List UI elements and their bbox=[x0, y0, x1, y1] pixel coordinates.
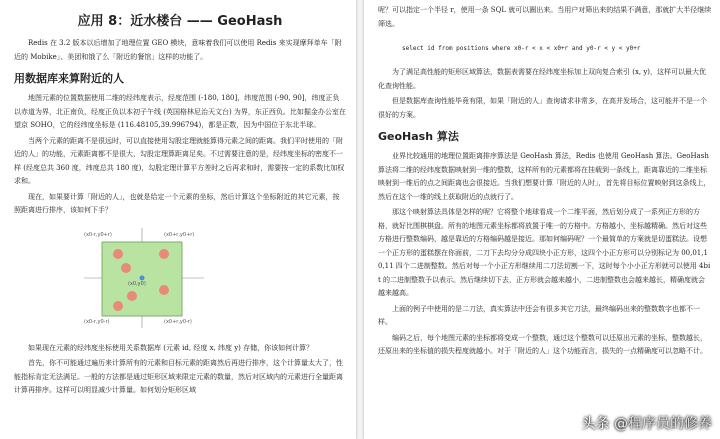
paragraph: 首先，你不可能通过遍历来计算所有的元素和目标元素的距离然后再进行排序，这个计算量太大了，性能指标肯定无法满足。一般的方法都是通过矩形区域来限定元素的数量，然后对区域内的元素进行全量距离计算再排序。这样可以明显减少计算量。如何划分矩形区域 bbox=[14, 359, 343, 394]
paragraph: 当两个元素的距离不是很远时，可以直接使用勾股定理就能算得元素之间的距离。我们平时使用的「附近的人」的功能，元素距离都不是很大，勾股定理算距离足矣。不过需要注意的是，经纬度坐标的密度不一样 (经度总共 360 度，纬度总共 180 度)，勾股定理计算平方差时之后再求和时，需要按一定的系数比加权求和。 bbox=[14, 136, 345, 185]
watermark-prefix: 头条 bbox=[581, 416, 614, 432]
paragraph: 业界比较通用的地理位置距离排序算法是 GeoHash 算法，Redis 也使用 GeoHash 算法。GeoHash 算法将二维的经纬度数据映射到一维的整数，这样所有的元素都将在挂载到一条线上，距离靠近的二维坐标映射到一维后的点之间距离也会很接近。当我们想要计算「附近的人时」，首先将目标位置映射到这条线上，然后在这个一维的线上获取附近的点就行了。 bbox=[378, 152, 711, 201]
paragraph: 地图元素的位置数据使用二维的经纬度表示，经度范围 (-180, 180]，纬度范围 (-90, 90]，纬度正负以赤道为界，北正南负，经度正负以本初子午线 (英国格林尼治天文台) 为界，东正西负。比如掘金办公室在望京 SOHO，它的经纬度坐标是 (116.48105,39.996794)，都是正数，因为中国位于东北半球。 bbox=[14, 94, 346, 129]
corner-label-top-left: (x0-r,y0+r) bbox=[84, 231, 112, 238]
center-point bbox=[140, 275, 145, 280]
corner-label-bottom-right: (x0+r,y0-r) bbox=[164, 318, 192, 325]
element-dot bbox=[113, 249, 123, 259]
paragraph: 现在，如果要计算「附近的人」，也就是给定一个元素的坐标，然后计算这个坐标附近的其它元素，按照距离进行排序，该如何下手？ bbox=[14, 192, 340, 214]
paragraph: 但是数据库查询性能毕竟有限，如果「附近的人」查询请求非常多，在高并发场合，这可能并不是一个很好的方案。 bbox=[378, 97, 707, 119]
paragraph: 如果现在元素的经纬度坐标使用关系数据库 (元素 id, 经度 x, 纬度 y) 存储，你该如何计算？ bbox=[28, 343, 314, 352]
figure-graphic bbox=[14, 224, 346, 332]
element-dot bbox=[159, 285, 169, 295]
element-dot bbox=[113, 301, 123, 311]
watermark bbox=[582, 413, 712, 433]
paragraph: 那这个映射算法具体是怎样的呢？它将整个地球看成一个二维平面，然后划分成了一系列正方形的方格，就好比围棋棋盘。所有的地图元素坐标都将放置于唯一的方格中。方格越小，坐标越精确。然后对这些方格进行整数编码，越是靠近的方格编码越是接近。那如何编码呢？一个最简单的方案就是切蛋糕法。设想一个正方形的蛋糕摆在你面前，二刀下去均分分成四块小正方形，这四个小正方形可以分别标记为 00,01,10,11 四个二进制整数。然后对每一个小正方形继续用二刀法切割一下，这时每个小小正方形就可以使用 4bit 的二进制整数予以表示。然后继续切下去，正方形就会越来越小，二进制整数也会越来越长，精确度就会越来越高。 bbox=[378, 208, 711, 297]
corner-label-bottom-left: (x0-r,y0-r) bbox=[84, 318, 110, 325]
radius-search-figure bbox=[14, 224, 346, 332]
right-page bbox=[364, 0, 720, 439]
element-dot bbox=[121, 263, 131, 273]
paragraph: 为了满足高性能的矩形区域算法，数据表需要在经纬度坐标加上双向复合索引 (x, y)，这样可以最大优化查询性能。 bbox=[378, 68, 707, 90]
element-dot bbox=[159, 249, 169, 259]
intro-paragraph: Redis 在 3.2 版本以后增加了地理位置 GEO 模块，意味着我们可以使用 Redis 来实现摩拜单车「附近的 Mobike」、美团和饿了么「附近的餐馆」这样的功能了。 bbox=[14, 39, 342, 61]
left-page bbox=[0, 0, 356, 439]
corner-label-top-right: (x0+r,y0+r) bbox=[164, 231, 195, 238]
sql-code: select id from positions where x0-r < x < x0+r and y0-r < y < y0+r bbox=[402, 45, 641, 52]
section-heading: GeoHash 算法 bbox=[378, 130, 459, 143]
paragraph: 上面的例子中使用的是二刀法，真实算法中还会有很多其它刀法，最终编码出来的整数数字也都不一样。 bbox=[378, 304, 700, 326]
element-dot bbox=[127, 291, 137, 301]
section-heading: 用数据库来算附近的人 bbox=[14, 72, 124, 85]
center-label: (x0,y0) bbox=[128, 280, 146, 287]
watermark-handle: @程序员的修养 bbox=[614, 416, 712, 432]
paragraph: 编码之后，每个地图元素的坐标都将变成一个整数，通过这个整数可以还原出元素的坐标，整数越长，还原出来的坐标值的损失程度就越小。对于「附近的人」这个功能而言，损失的一点精确度可以忽略不计。 bbox=[378, 333, 707, 355]
paragraph: 呢？可以指定一个半径 r，使用一条 SQL 就可以圈出来。当用户对筛出来的结果不满意，那就扩大半径继续筛选。 bbox=[378, 6, 712, 28]
page-title: 应用 8：近水楼台 —— GeoHash bbox=[77, 14, 283, 29]
